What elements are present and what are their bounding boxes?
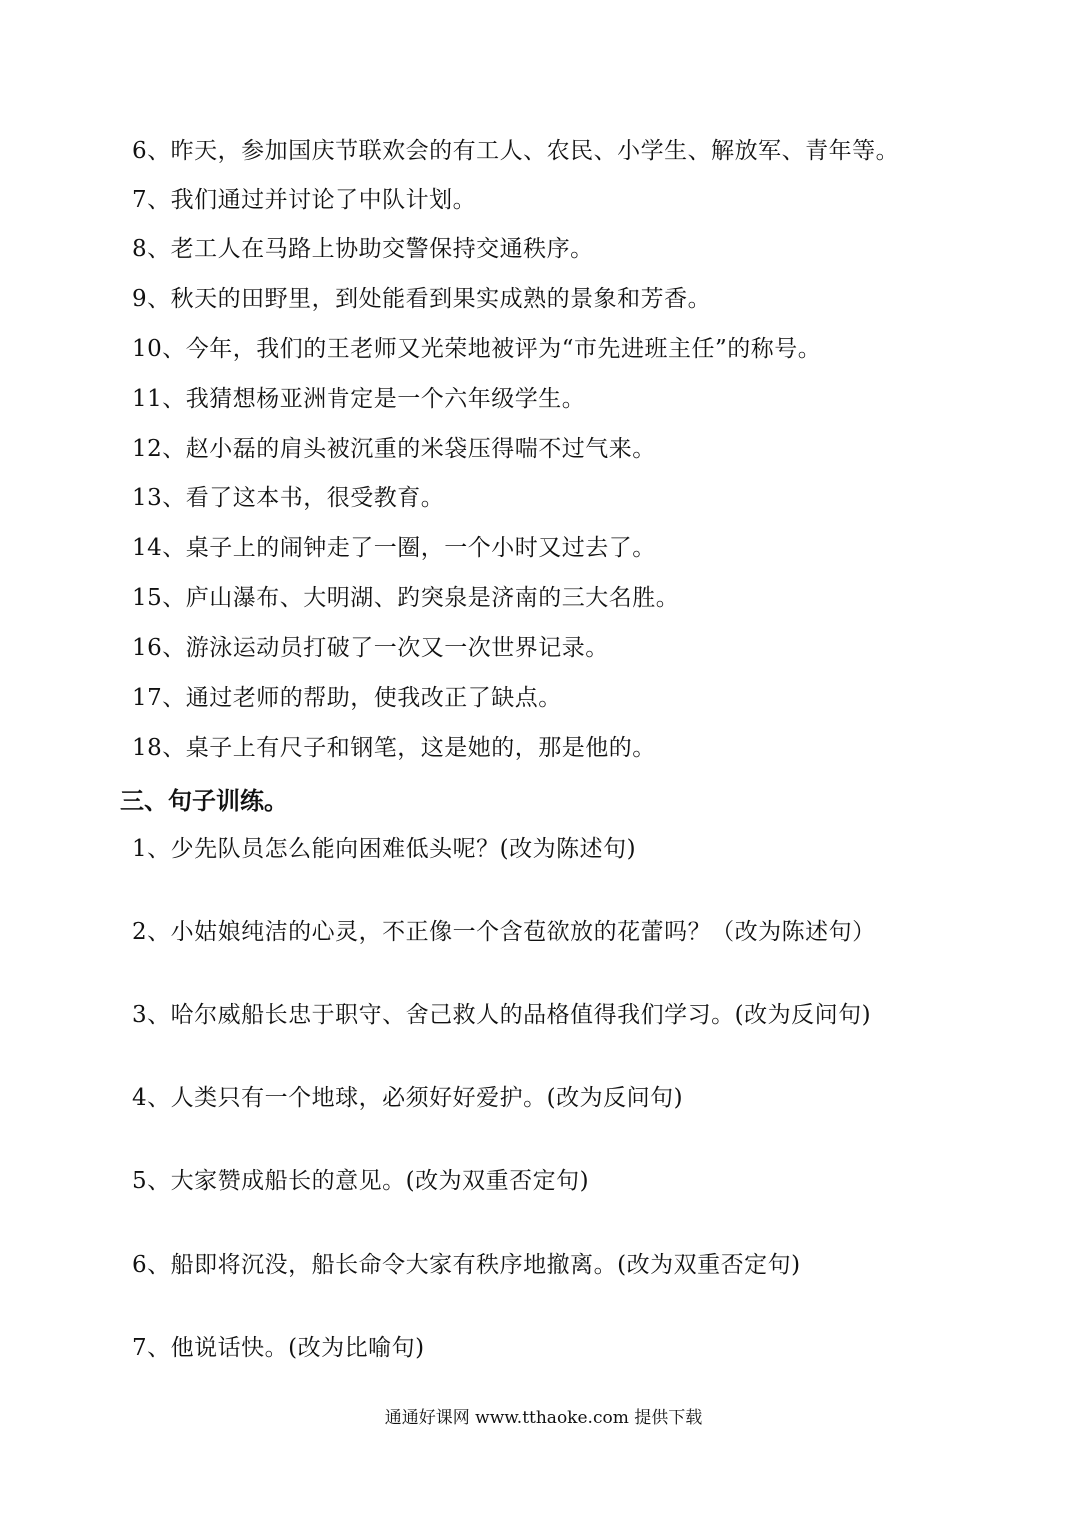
page-footer: 通通好课网 www.tthaoke.com 提供下载 [384, 1408, 703, 1428]
list-item: 1、少先队员怎么能向困难低头呢？(改为陈述句) [132, 836, 637, 862]
list-item: 3、哈尔威船长忠于职守、舍己救人的品格值得我们学习。(改为反问句) [132, 1002, 872, 1028]
list-item: 17、通过老师的帮助，使我改正了缺点。 [132, 685, 562, 711]
list-item: 16、游泳运动员打破了一次又一次世界记录。 [132, 635, 609, 661]
section-heading: 三、句子训练。 [120, 786, 288, 815]
list-item: 10、今年，我们的王老师又光荣地被评为“市先进班主任”的称号。 [132, 336, 822, 362]
list-item: 18、桌子上有尺子和钢笔，这是她的，那是他的。 [132, 735, 656, 761]
list-item: 15、庐山瀑布、大明湖、趵突泉是济南的三大名胜。 [132, 585, 680, 611]
list-item: 12、赵小磊的肩头被沉重的米袋压得喘不过气来。 [132, 436, 656, 462]
list-item: 8、老工人在马路上协助交警保持交通秩序。 [132, 236, 594, 262]
list-item: 7、他说话快。(改为比喻句) [132, 1335, 425, 1361]
list-item: 6、昨天，参加国庆节联欢会的有工人、农民、小学生、解放军、青年等。 [132, 138, 900, 164]
list-item: 11、我猜想杨亚洲肯定是一个六年级学生。 [132, 386, 586, 412]
list-item: 9、秋天的田野里，到处能看到果实成熟的景象和芳香。 [132, 286, 712, 312]
list-item: 7、我们通过并讨论了中队计划。 [132, 187, 477, 213]
list-item: 14、桌子上的闹钟走了一圈，一个小时又过去了。 [132, 535, 656, 561]
list-item: 6、船即将沉没，船长命令大家有秩序地撤离。(改为双重否定句) [132, 1252, 801, 1278]
list-item: 2、小姑娘纯洁的心灵，不正像一个含苞欲放的花蕾吗？（改为陈述句） [132, 919, 876, 945]
list-item: 5、大家赞成船长的意见。(改为双重否定句) [132, 1168, 590, 1194]
list-item: 4、人类只有一个地球，必须好好爱护。(改为反问句) [132, 1085, 684, 1111]
list-item: 13、看了这本书，很受教育。 [132, 485, 445, 511]
